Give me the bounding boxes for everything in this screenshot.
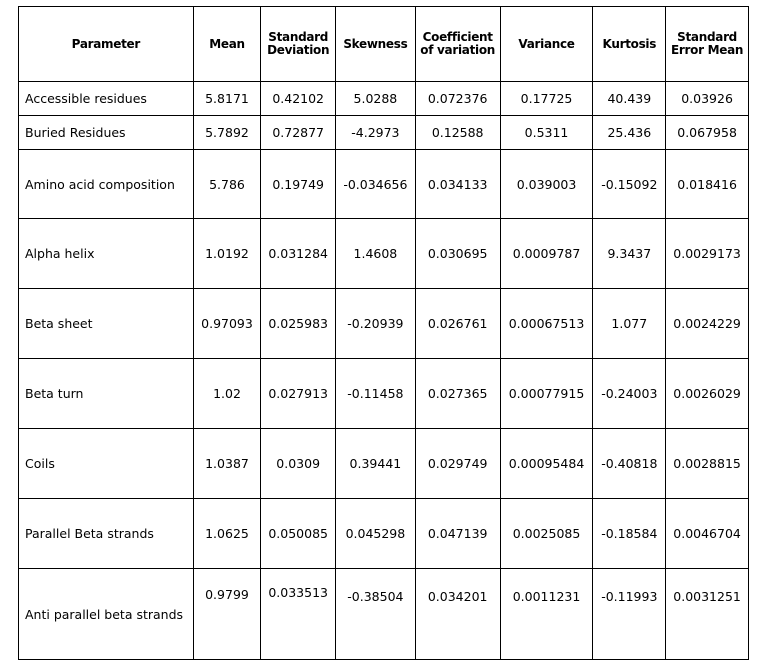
cell-coef-var: 0.047139 <box>415 499 500 569</box>
cell-std-dev: 0.72877 <box>261 116 336 150</box>
cell-skewness: 0.39441 <box>336 429 416 499</box>
cell-coef-var: 0.030695 <box>415 219 500 289</box>
header-mean: Mean <box>193 7 261 82</box>
cell-variance: 0.00077915 <box>500 359 593 429</box>
cell-coef-var: 0.029749 <box>415 429 500 499</box>
cell-mean: 1.0192 <box>193 219 261 289</box>
cell-std-dev: 0.025983 <box>261 289 336 359</box>
cell-kurtosis: -0.15092 <box>593 150 666 219</box>
cell-kurtosis: -0.11993 <box>593 569 666 660</box>
cell-sem: 0.0024229 <box>666 289 749 359</box>
cell-coef-var: 0.072376 <box>415 82 500 116</box>
table-row <box>19 219 749 289</box>
cell-sem: 0.018416 <box>666 150 749 219</box>
cell-std-dev: 0.031284 <box>261 219 336 289</box>
table-row <box>19 82 749 116</box>
cell-coef-var: 0.026761 <box>415 289 500 359</box>
cell-parameter: Alpha helix <box>19 219 194 289</box>
cell-parameter: Beta sheet <box>19 289 194 359</box>
cell-std-dev: 0.027913 <box>261 359 336 429</box>
cell-variance: 0.17725 <box>500 82 593 116</box>
cell-sem: 0.0026029 <box>666 359 749 429</box>
header-row <box>19 7 749 82</box>
cell-std-dev: 0.033513 <box>261 569 336 660</box>
cell-skewness: -4.2973 <box>336 116 416 150</box>
cell-mean: 1.0625 <box>193 499 261 569</box>
table-row <box>19 289 749 359</box>
cell-variance: 0.039003 <box>500 150 593 219</box>
table-row <box>19 116 749 150</box>
table-row <box>19 569 749 660</box>
cell-mean: 0.9799 <box>193 569 261 660</box>
statistics-table <box>18 6 749 660</box>
cell-parameter: Beta turn <box>19 359 194 429</box>
cell-sem: 0.03926 <box>666 82 749 116</box>
cell-kurtosis: 1.077 <box>593 289 666 359</box>
cell-std-dev: 0.19749 <box>261 150 336 219</box>
cell-skewness: -0.38504 <box>336 569 416 660</box>
cell-kurtosis: -0.24003 <box>593 359 666 429</box>
cell-parameter: Buried Residues <box>19 116 194 150</box>
cell-mean: 1.02 <box>193 359 261 429</box>
cell-coef-var: 0.034133 <box>415 150 500 219</box>
cell-skewness: -0.20939 <box>336 289 416 359</box>
cell-skewness: 5.0288 <box>336 82 416 116</box>
table-row <box>19 359 749 429</box>
cell-variance: 0.5311 <box>500 116 593 150</box>
cell-variance: 0.0025085 <box>500 499 593 569</box>
cell-parameter: Coils <box>19 429 194 499</box>
cell-variance: 0.00095484 <box>500 429 593 499</box>
cell-kurtosis: -0.40818 <box>593 429 666 499</box>
cell-variance: 0.0009787 <box>500 219 593 289</box>
cell-parameter: Anti parallel beta strands <box>19 569 194 660</box>
table-row <box>19 429 749 499</box>
cell-mean: 1.0387 <box>193 429 261 499</box>
cell-sem: 0.067958 <box>666 116 749 150</box>
cell-variance: 0.0011231 <box>500 569 593 660</box>
header-kurtosis: Kurtosis <box>593 7 666 82</box>
cell-mean: 5.786 <box>193 150 261 219</box>
header-sem: Standard Error Mean <box>666 7 749 82</box>
cell-skewness: 1.4608 <box>336 219 416 289</box>
cell-parameter: Amino acid composition <box>19 150 194 219</box>
cell-std-dev: 0.0309 <box>261 429 336 499</box>
header-variance: Variance <box>500 7 593 82</box>
cell-skewness: 0.045298 <box>336 499 416 569</box>
cell-mean: 5.8171 <box>193 82 261 116</box>
cell-mean: 0.97093 <box>193 289 261 359</box>
header-skewness: Skewness <box>336 7 416 82</box>
cell-coef-var: 0.12588 <box>415 116 500 150</box>
table-row <box>19 499 749 569</box>
cell-kurtosis: 9.3437 <box>593 219 666 289</box>
table-row <box>19 150 749 219</box>
header-parameter: Parameter <box>19 7 194 82</box>
cell-std-dev: 0.050085 <box>261 499 336 569</box>
cell-skewness: -0.11458 <box>336 359 416 429</box>
cell-mean: 5.7892 <box>193 116 261 150</box>
cell-sem: 0.0046704 <box>666 499 749 569</box>
cell-parameter: Parallel Beta strands <box>19 499 194 569</box>
cell-sem: 0.0031251 <box>666 569 749 660</box>
header-coef-var: Coefficient of variation <box>415 7 500 82</box>
cell-kurtosis: 40.439 <box>593 82 666 116</box>
cell-kurtosis: 25.436 <box>593 116 666 150</box>
cell-coef-var: 0.034201 <box>415 569 500 660</box>
header-std-dev: Standard Deviation <box>261 7 336 82</box>
cell-std-dev: 0.42102 <box>261 82 336 116</box>
cell-skewness: -0.034656 <box>336 150 416 219</box>
cell-parameter: Accessible residues <box>19 82 194 116</box>
cell-sem: 0.0028815 <box>666 429 749 499</box>
cell-variance: 0.00067513 <box>500 289 593 359</box>
cell-sem: 0.0029173 <box>666 219 749 289</box>
cell-kurtosis: -0.18584 <box>593 499 666 569</box>
cell-coef-var: 0.027365 <box>415 359 500 429</box>
